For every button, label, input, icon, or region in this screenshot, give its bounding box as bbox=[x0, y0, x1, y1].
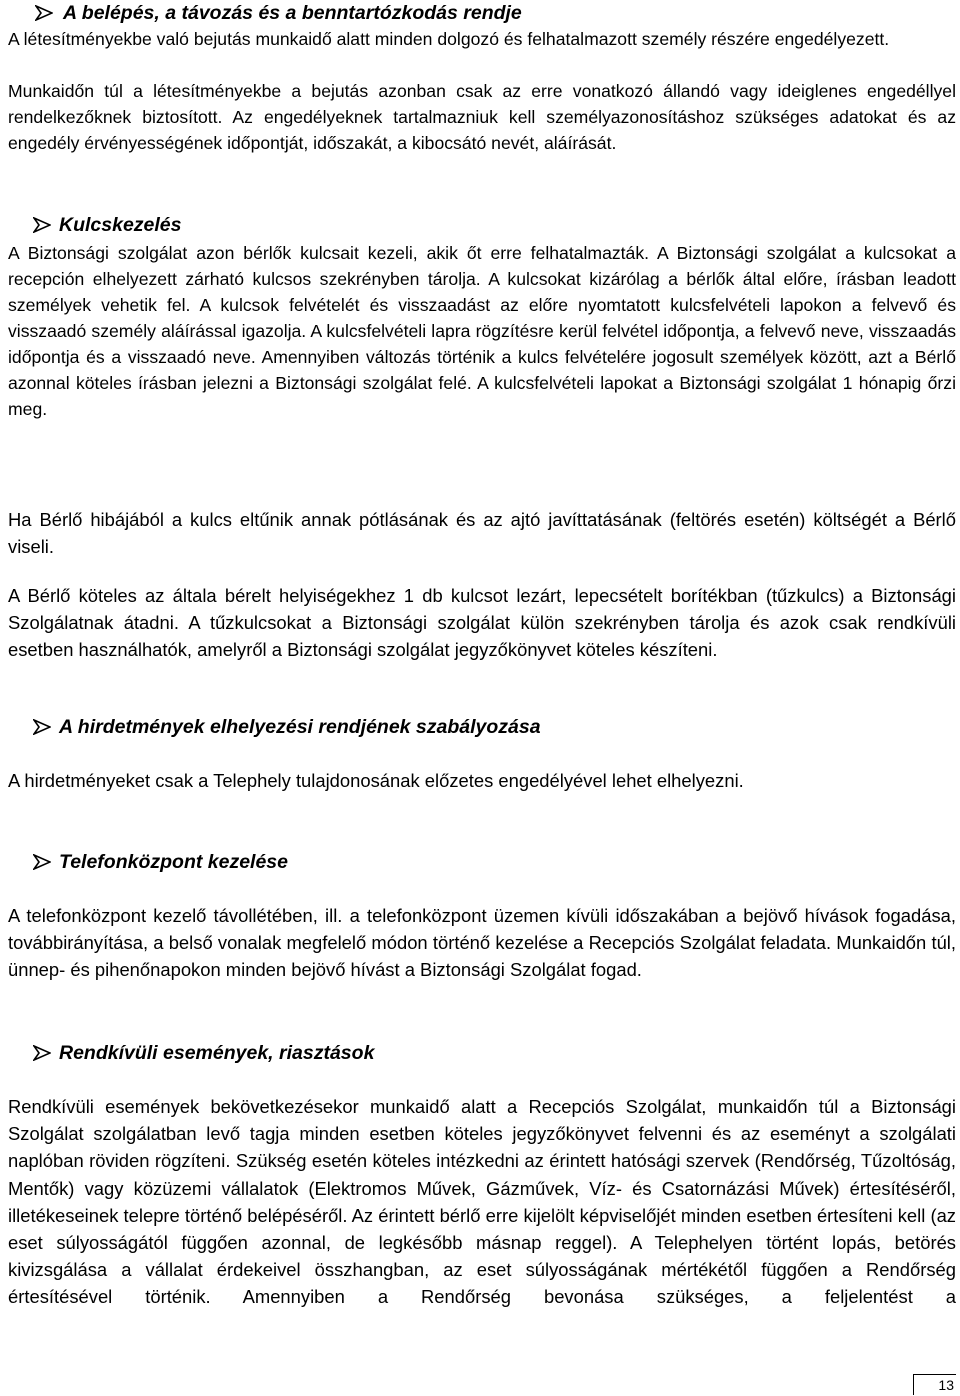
arrowhead-bullet-icon bbox=[33, 1045, 51, 1061]
section-heading: Rendkívüli események, riasztások bbox=[33, 1040, 960, 1066]
section-heading: Kulcskezelés bbox=[33, 212, 960, 238]
paragraph: A létesítményekbe való bejutás munkaidő alatt minden dolgozó és felhatalmazott személy részére engedélyezett. bbox=[8, 29, 890, 49]
paragraph: Rendkívüli események bekövetkezésekor munkaidő alatt a Recepciós Szolgálat, munkaidőn túl a Biztonsági Szolgálat szolgálatban levő tagja minden esetben köteles jegyzőkönyvet felvenni és az eseményt a szolgálati naplóban röviden rögzíteni. Szükség esetén köteles intézkedni az érintett hatósági szervek (Rendőrség, Tűzoltóság, Mentők) vagy közüzemi vállalatok (Elektromos Művek, Gázművek, Víz- és Csatornázási Művek) értesítéséről, illetékeseinek telepre történő belépéséről. Az érintett bérlő erre kijelölt képviselőjét minden esetben értesíteni kell (az eset súlyosságától függően azonnal, de legkésőbb másnap reggel). A Telephelyen történt lopás, betörés kivizsgálása a vállalat érdekeivel összhangban, az eset súlyosságának mértékétől függően a Rendőrség értesítésével történik. Amennyiben a Rendőrség bevonása szükséges, a feljelentést a bbox=[8, 1096, 956, 1308]
page-number: 13 bbox=[913, 1374, 956, 1395]
arrowhead-bullet-icon bbox=[33, 854, 51, 870]
arrowhead-bullet-icon bbox=[33, 217, 51, 233]
paragraph: A hirdetményeket csak a Telephely tulajdonosának előzetes engedélyével lehet elhelyezni. bbox=[8, 770, 744, 791]
paragraph: A Biztonsági szolgálat azon bérlők kulcsait kezeli, akik őt erre felhatalmazták. A Biztonsági szolgálat a kulcsokat a recepción elhelyezett zárható kulcsos szekrényben tárolja. A kulcsokat kizárólag a bérlők által előre, írásban leadott személyek vehetik fel. A kulcsok felvételét és visszaadást az előre nyomtatott kulcsfelvételi lapokon a felvevő és visszaadó személy aláírással igazolja. A kulcsfelvételi lapra rögzítésre kerül felvétel időpontja, a felvevő neve, visszaadás időpontja és a visszaadó neve. Amennyiben változás történik a kulcs felvételére jogosult személyek között, azt a Bérlő azonnal köteles írásban jelezni a Biztonsági szolgálat felé. A kulcsfelvételi lapokat a Biztonsági szolgálat 1 hónapig őrzi meg. bbox=[8, 243, 956, 419]
paragraph: Munkaidőn túl a létesítményekbe a bejutás azonban csak az erre vonatkozó állandó vagy ideiglenes engedéllyel rendelkezőknek biztosított. Az engedélyeknek tartalmazniuk kell személyazonosításhoz szükséges adatokat és az engedély érvényességének időpontját, időszakát, a kibocsátó nevét, aláírását. bbox=[8, 81, 956, 153]
section-heading: A hirdetmények elhelyezési rendjének szabályozása bbox=[33, 714, 960, 740]
section-heading: A belépés, a távozás és a benntartózkodás rendje bbox=[35, 0, 960, 26]
paragraph: A telefonközpont kezelő távollétében, ill. a telefonközpont üzemen kívüli időszakában a bejövő hívások fogadása, továbbirányítása, a belső vonalak megfelelő módon történő kezelése a Recepciós Szolgálat feladata. Munkaidőn túl, ünnep- és pihenőnapokon minden bejövő hívást a Biztonsági Szolgálat fogad. bbox=[8, 905, 956, 981]
arrowhead-bullet-icon bbox=[35, 5, 53, 21]
paragraph: A Bérlő köteles az általa bérelt helyiségekhez 1 db kulcsot lezárt, lepecsételt borítékban (tűzkulcs) a Biztonsági Szolgálatnak átadni. A tűzkulcsokat a Biztonsági szolgálat külön szekrényben tárolja és azok csak rendkívüli esetben használhatók, amelyről a Biztonsági szolgálat jegyzőkönyvet köteles készíteni. bbox=[8, 585, 956, 661]
arrowhead-bullet-icon bbox=[33, 719, 51, 735]
paragraph: Ha Bérlő hibájából a kulcs eltűnik annak pótlásának és az ajtó javíttatásának (feltörés esetén) költségét a Bérlő viseli. bbox=[8, 509, 956, 558]
section-heading: Telefonközpont kezelése bbox=[33, 849, 960, 875]
